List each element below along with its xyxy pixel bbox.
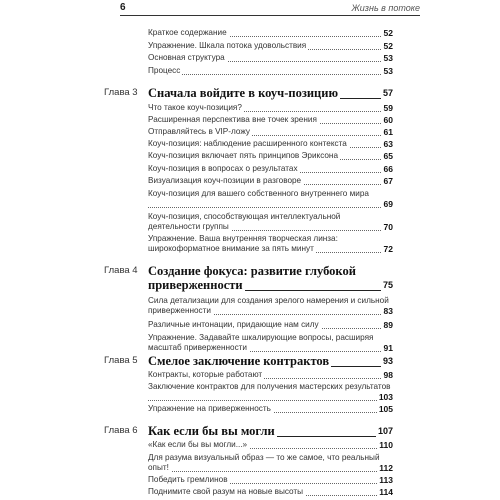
- page-ref: 67: [383, 176, 393, 186]
- page-ref: 52: [383, 41, 393, 51]
- toc-entry: [148, 320, 393, 330]
- entry-title: Процесс: [148, 66, 181, 75]
- chapter-label: Глава 4: [104, 265, 138, 276]
- page-number: 6: [120, 2, 126, 13]
- chapter-page: 107: [377, 426, 393, 436]
- entry-title: Коуч-позиция: наблюдение расширенного контекста: [148, 139, 347, 148]
- chapter-label: Глава 6: [104, 425, 138, 436]
- page-ref: 105: [378, 404, 393, 414]
- entry-title: Различные интонации, придающие нам силу: [148, 320, 319, 329]
- dot-leader: [148, 400, 393, 401]
- toc-entry: [148, 176, 393, 186]
- chapter-title-text: Смелое заключение контрактов: [148, 354, 330, 368]
- page-ref: 69: [383, 199, 393, 209]
- page-ref: 83: [383, 306, 393, 316]
- toc-entry: [148, 41, 393, 51]
- toc-entry: [148, 370, 393, 380]
- entry-title: «Как если бы вы могли...»: [148, 440, 248, 449]
- toc-entry: [148, 151, 393, 161]
- toc-entry: [148, 440, 393, 450]
- chapter-page: 75: [382, 280, 393, 290]
- entry-title: Коуч-позиция в вопросах о результатах: [148, 164, 298, 173]
- toc-entry: [148, 164, 393, 174]
- toc-entry: [148, 475, 393, 485]
- toc-entry: [148, 212, 393, 232]
- toc-entry: [148, 66, 393, 76]
- entry-title: Упражнение. Задавайте шкалирующие вопросы, расширяя масштаб приверженности: [148, 333, 374, 352]
- entry-title: Упражнение на приверженность: [148, 404, 271, 413]
- page-ref: 110: [379, 440, 393, 450]
- toc-entry: [148, 333, 393, 353]
- entry-title: Коуч-позиция для вашего собственного внутреннего мира: [148, 189, 369, 198]
- toc-entry: [148, 28, 393, 38]
- page-ref: 60: [383, 115, 393, 125]
- entry-title: Что такое коуч-позиция?: [148, 103, 242, 112]
- page-ref: 59: [383, 103, 393, 113]
- entry-title: Расширенная перспектива вне точек зрения: [148, 115, 317, 124]
- entry-title: Отправляйтесь в VIP-ложу: [148, 127, 250, 136]
- toc-entry: [148, 53, 393, 63]
- toc-entry: [148, 139, 393, 149]
- page-ref: 66: [383, 164, 393, 174]
- entry-title: Упражнение. Ваша внутренняя творческая линза: широкоформатное внимание за пять минут: [148, 234, 338, 253]
- page-ref: 112: [379, 463, 393, 473]
- chapter-title: [148, 424, 393, 438]
- entry-title: Контракты, которые работают: [148, 370, 263, 379]
- toc-entry: [148, 296, 393, 316]
- entry-title: Для разума визуальный образ — то же самое, что реальный опыт!: [148, 453, 380, 472]
- entry-title: Поднимите свой разум на новые высоты: [148, 487, 304, 496]
- page-ref: 53: [383, 53, 393, 63]
- page-ref: 70: [383, 222, 393, 232]
- chapter-title: [148, 86, 393, 100]
- dot-leader: [148, 471, 393, 472]
- entry-title: Визуализация коуч-позиции в разговоре: [148, 176, 302, 185]
- page-ref: 61: [383, 127, 393, 137]
- dot-leader: [148, 74, 393, 75]
- chapter-title: [148, 354, 393, 368]
- entry-title: Коуч-позиция включает пять принципов Эриксона: [148, 151, 339, 160]
- dot-leader: [148, 207, 393, 208]
- page-ref: 98: [383, 370, 393, 380]
- page-ref: 114: [379, 487, 393, 497]
- page-ref: 53: [383, 66, 393, 76]
- toc-entry: [148, 487, 393, 497]
- page-ref: 65: [383, 151, 393, 161]
- toc-entry: [148, 127, 393, 137]
- entry-title: Заключение контрактов для получения мастерских результатов: [148, 382, 391, 391]
- toc-entry: [148, 189, 393, 209]
- page-ref: 103: [378, 392, 393, 402]
- chapter-title-text: Как если бы вы могли: [148, 424, 275, 438]
- entry-title: Победить гремлинов: [148, 475, 228, 484]
- toc-entry: [148, 103, 393, 113]
- toc-entry: [148, 234, 393, 254]
- page-ref: 52: [383, 28, 393, 38]
- toc-entry: [148, 453, 393, 473]
- chapter-page: 57: [382, 88, 393, 98]
- page-ref: 72: [383, 244, 393, 254]
- entry-title: Основная структура: [148, 53, 225, 62]
- chapter-page: 93: [382, 356, 393, 366]
- page-ref: 91: [383, 343, 393, 353]
- chapter-label: Глава 5: [104, 355, 138, 366]
- toc-entry: [148, 382, 393, 402]
- entry-title: Сила детализации для создания зрелого намерения и сильной приверженности: [148, 296, 389, 315]
- toc-entry: [148, 404, 393, 414]
- page-ref: 113: [379, 475, 393, 485]
- running-title: Жизнь в потоке: [351, 3, 420, 13]
- chapter-label: Глава 3: [104, 87, 138, 98]
- chapter-title-text: Сначала войдите в коуч-позицию: [148, 86, 339, 100]
- entry-title: Упражнение. Шкала потока удовольствия: [148, 41, 307, 50]
- toc-entry: [148, 115, 393, 125]
- page-ref: 63: [383, 139, 393, 149]
- chapter-title: [148, 264, 393, 292]
- entry-title: Краткое содержание: [148, 28, 227, 37]
- page-ref: 89: [383, 320, 393, 330]
- entry-title: Коуч-позиция, способствующая интеллектуальной деятельности группы: [148, 212, 341, 231]
- chapter-title-text: Создание фокуса: развитие глубокой приверженности: [148, 264, 356, 292]
